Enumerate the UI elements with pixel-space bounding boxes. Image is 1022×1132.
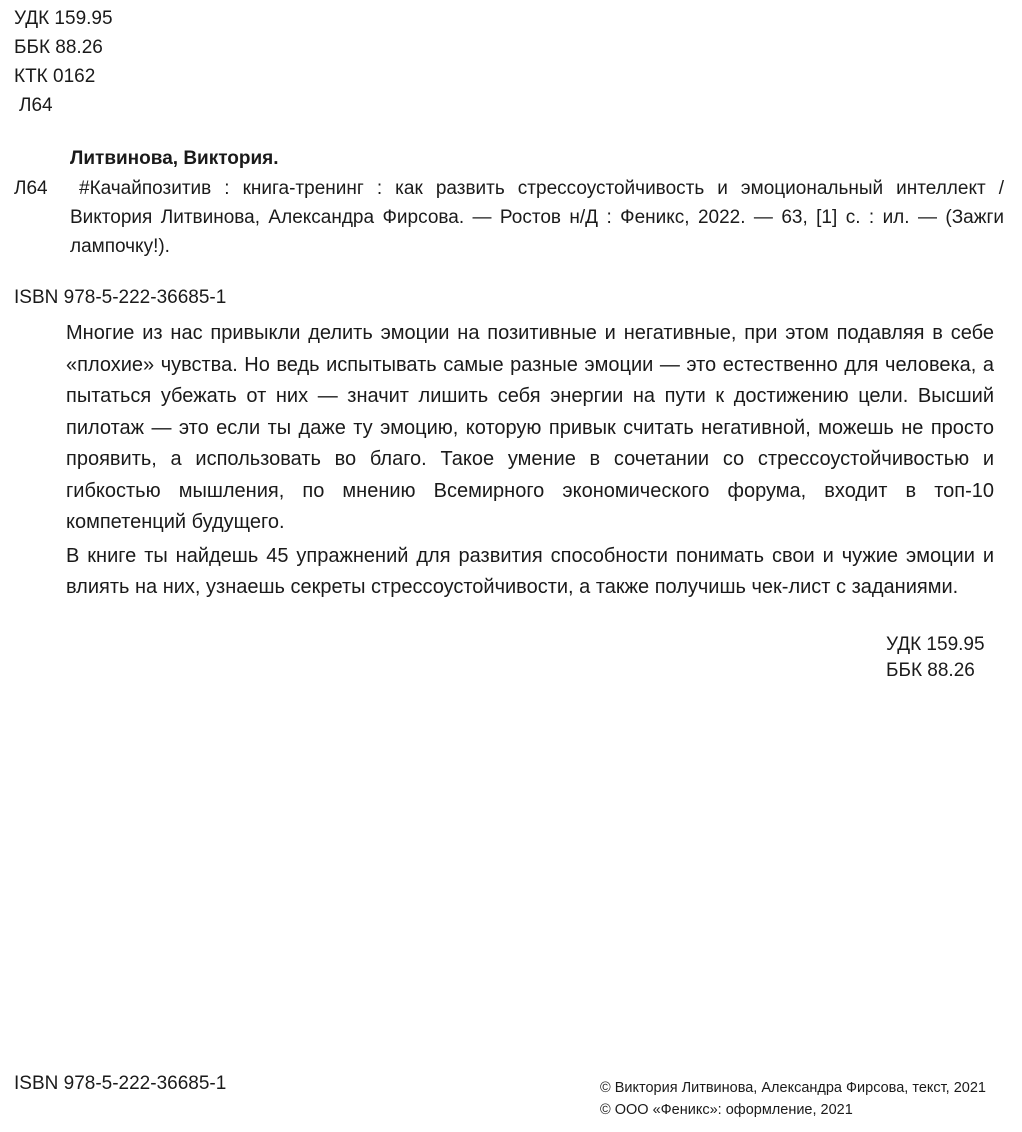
bbk-code: ББК 88.26 — [14, 37, 103, 58]
ktk-code: КТК 0162 — [14, 66, 96, 87]
copyright-design: © ООО «Феникс»: оформление, 2021 — [600, 1102, 853, 1118]
abstract-paragraph-1: Многие из нас привыкли делить эмоции на позитивные и негативные, при этом подавляя в себе «плохие» чувства. Но ведь испытывать самые разные эмоции — это естественно для человека, а пытаться убежать от них — значит лишить себя энергии на пути к достижению цели. Высший пилотаж — это если ты даже ту эмоцию, которую привык считать негативной, можешь не просто проявить, а использовать во благо. Такое умение в сочетании со стрессоустойчивостью и гибкостью мышления, по мнению Всемирного экономического форума, входит в топ-10 компетенций будущего. — [66, 322, 994, 533]
bibliographic-record — [14, 174, 1004, 261]
abstract — [66, 318, 994, 604]
udk-code: УДК 159.95 — [14, 8, 113, 29]
classification-codes — [14, 4, 113, 120]
record-author: Литвинова, Виктория. — [70, 148, 279, 169]
record-description: #Качайпозитив : книга-тренинг : как развить стрессоустойчивость и эмоциональный интеллект / Виктория Литвинова, Александра Фирсова. — Ростов н/Д : Феникс, 2022. — 63, [1] с. : ил. — (Зажги лампочку!). — [70, 178, 1004, 257]
isbn-top: ISBN 978-5-222-36685-1 — [14, 287, 227, 308]
classification-codes-right — [886, 632, 985, 684]
udk-code-right: УДК 159.95 — [886, 634, 985, 655]
copyright-text: © Виктория Литвинова, Александра Фирсова, текст, 2021 — [600, 1080, 986, 1096]
isbn-bottom: ISBN 978-5-222-36685-1 — [14, 1073, 227, 1094]
copyright-block — [600, 1077, 986, 1121]
bbk-code-right: ББК 88.26 — [886, 660, 975, 681]
abstract-paragraph-2: В книге ты найдешь 45 упражнений для развития способности понимать свои и чужие эмоции и влиять на них, узнаешь секреты стрессоустойчивости, а также получишь чек-лист с заданиями. — [66, 544, 994, 598]
record-author-mark: Л64 — [14, 178, 48, 199]
author-mark: Л64 — [19, 95, 53, 116]
